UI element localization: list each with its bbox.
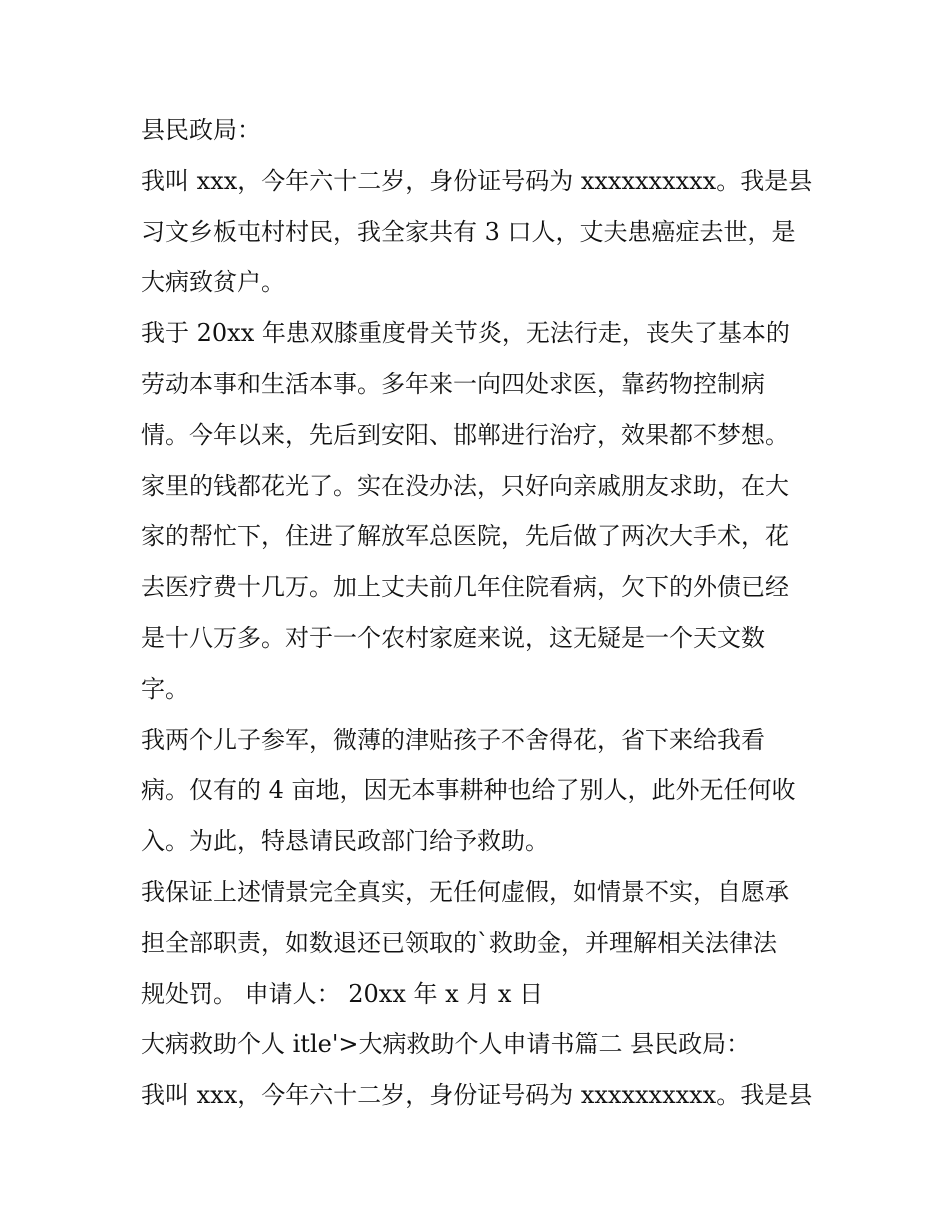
section-heading: 大病救助个人 itle'>大病救助个人申请书篇二 县民政局： [141,1030,751,1059]
text-line: 我叫 xxx，今年六十二岁，身份证号码为 xxxxxxxxxx。我是县 [141,1081,813,1110]
document-body [141,105,821,1121]
text-line: 字。 [141,674,189,703]
text-line: 我于 20xx 年患双膝重度骨关节炎，无法行走，丧失了基本的 [141,319,790,348]
text-line: 去医疗费十几万。加上丈夫前几年住院看病，欠下的外债已经 [141,573,789,602]
text-line: 是十八万多。对于一个农村家庭来说，这无疑是一个天文数 [141,623,765,652]
text-line: 病。仅有的 4 亩地，因无本事耕种也给了别人，此外无任何收 [141,776,796,805]
signature-line: 规处罚。 申请人： 20xx 年 x 月 x 日 [141,979,544,1008]
text-line: 我保证上述情景完全真实，无任何虚假，如情景不实，自愿承 [141,877,789,906]
text-line: 担全部职责，如数退还已领取的`救助金，并理解相关法律法 [141,928,777,957]
text-line: 我两个儿子参军，微薄的津贴孩子不舍得花，省下来给我看 [141,725,765,754]
text-line: 情。今年以来，先后到安阳、邯郸进行治疗，效果都不梦想。 [141,420,789,449]
text-line: 家的帮忙下，住进了解放军总医院，先后做了两次大手术，花 [141,522,789,551]
text-line: 习文乡板屯村村民，我全家共有 3 口人，丈夫患癌症去世，是 [141,217,796,246]
text-line: 劳动本事和生活本事。多年来一向四处求医，靠药物控制病 [141,369,765,398]
text-line: 我叫 xxx，今年六十二岁，身份证号码为 xxxxxxxxxx。我是县 [141,166,813,195]
salutation: 县民政局： [141,116,261,144]
text-line: 家里的钱都花光了。实在没办法，只好向亲戚朋友求助，在大 [141,471,789,500]
text-line: 入。为此，特恳请民政部门给予救助。 [141,827,549,856]
text-line: 大病致贫户。 [141,268,285,297]
